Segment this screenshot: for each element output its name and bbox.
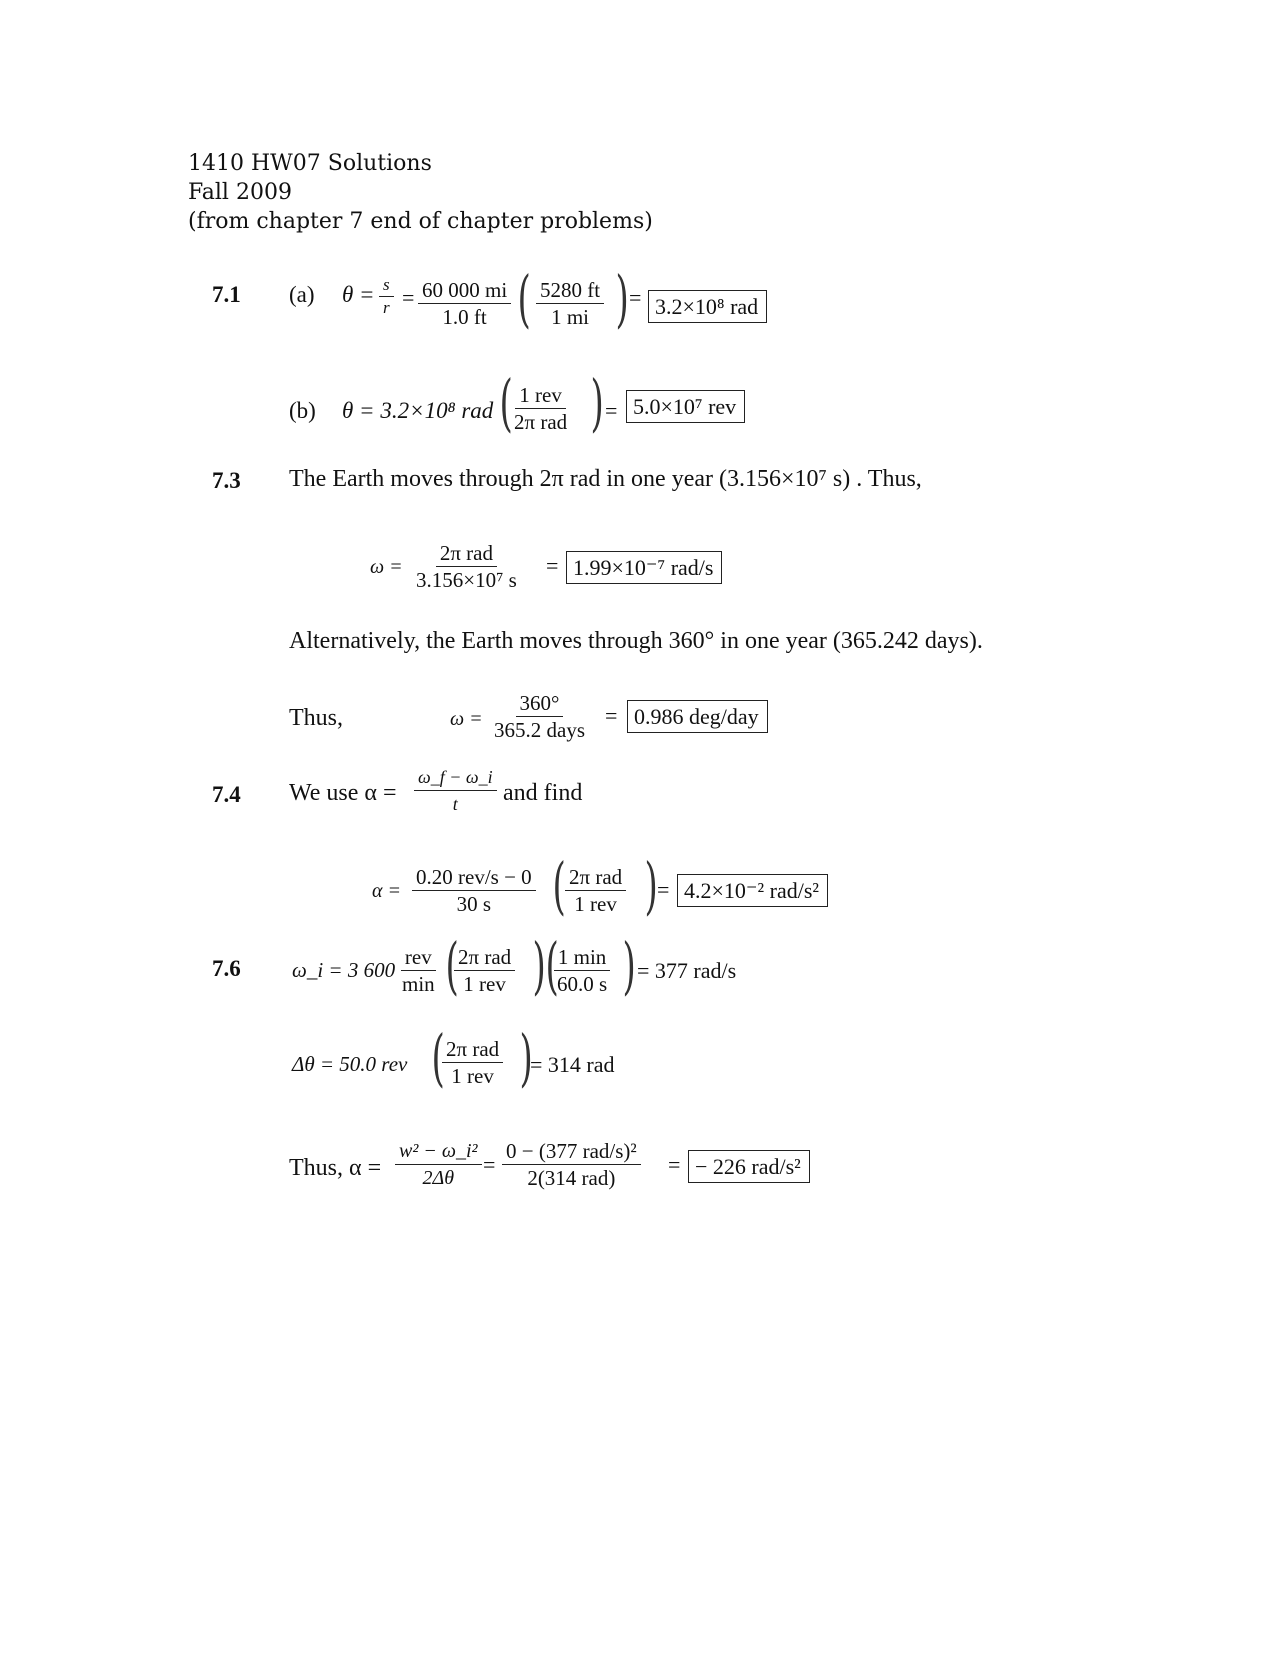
fraction-numerator: 0.20 rev/s − 0	[412, 864, 536, 891]
fraction-distance	[418, 277, 511, 330]
omega-i-lhs: ω_i = 3 600	[292, 958, 396, 982]
fraction-numerator: 2π rad	[565, 864, 626, 891]
open-paren: (	[445, 929, 459, 1002]
problem-number-7-4: 7.4	[212, 782, 241, 807]
fraction-numerator: 360°	[516, 690, 564, 717]
fraction-rev-per-min	[398, 944, 439, 997]
equals-sign: =	[605, 703, 618, 728]
omega-lhs: ω =	[450, 708, 483, 730]
delta-theta-result: = 314 rad	[530, 1052, 615, 1077]
open-paren: (	[499, 366, 513, 439]
open-paren: (	[517, 262, 531, 335]
fraction-denominator: 30 s	[456, 892, 492, 916]
fraction-min-per-sec	[553, 944, 611, 997]
close-paren: )	[622, 929, 636, 1002]
fraction-numerator: 2π rad	[442, 1036, 503, 1063]
open-paren: (	[552, 849, 566, 922]
answer-box-7-1b: 5.0×10⁷ rev	[626, 390, 745, 423]
fraction-rev-per-rad	[510, 382, 571, 435]
thus-alpha: Thus, α =	[289, 1155, 382, 1181]
equals-sign: =	[668, 1152, 681, 1177]
problem-number-7-6: 7.6	[212, 956, 241, 981]
answer-box-7-1a: 3.2×10⁸ rad	[648, 290, 767, 323]
fraction-numerator: 1 rev	[515, 382, 566, 409]
fraction-denominator: 1 mi	[551, 305, 589, 329]
fraction-denominator: 2π rad	[514, 410, 568, 434]
fraction-numerator: 5280 ft	[536, 277, 604, 304]
open-paren: (	[545, 929, 559, 1002]
and-find: and find	[503, 780, 583, 806]
fraction-alpha-numeric	[502, 1138, 641, 1191]
part-b-label: (b)	[289, 398, 316, 423]
delta-theta-lhs: Δθ = 50.0 rev	[292, 1052, 408, 1076]
fraction-denominator: 3.156×10⁷ s	[416, 568, 517, 592]
equals-sign: =	[546, 553, 559, 578]
s-numerator: s	[379, 274, 394, 297]
equals-sign: =	[402, 285, 415, 310]
fraction-denominator: 365.2 days	[494, 718, 585, 742]
fraction-denominator: 1 rev	[574, 892, 617, 916]
problem-number-7-1: 7.1	[212, 282, 241, 307]
problem-7-3-alternative: Alternatively, the Earth moves through 360° in one year (365.242 days).	[289, 628, 983, 654]
fraction-rad-per-rev	[565, 864, 626, 917]
answer-box-7-3b: 0.986 deg/day	[627, 700, 768, 733]
answer-box-7-4: 4.2×10⁻² rad/s²	[677, 874, 828, 907]
fraction-alpha	[412, 864, 536, 917]
open-paren: (	[431, 1021, 445, 1094]
we-use-alpha: We use α =	[289, 780, 397, 806]
r-denominator: r	[383, 298, 390, 317]
fraction-numerator: rev	[401, 944, 436, 971]
fraction-numerator: 60 000 mi	[418, 277, 511, 304]
close-paren: )	[519, 1021, 533, 1094]
fraction-denominator: 2Δθ	[422, 1167, 455, 1189]
omega-i-result: = 377 rad/s	[637, 958, 737, 983]
fraction-denominator: 1.0 ft	[442, 305, 487, 329]
fraction-numerator: 0 − (377 rad/s)²	[502, 1138, 641, 1165]
fraction-numerator: 1 min	[554, 944, 610, 971]
problem-7-3-intro: The Earth moves through 2π rad in one year (3.156×10⁷ s) . Thus,	[289, 466, 922, 492]
answer-box-7-6: − 226 rad/s²	[688, 1150, 810, 1183]
fraction-omega-year	[412, 540, 521, 593]
fraction-rad-per-rev	[454, 944, 515, 997]
equals-sign: =	[483, 1152, 496, 1177]
omega-lhs: ω =	[370, 556, 403, 578]
problem-number-7-3: 7.3	[212, 468, 241, 493]
doc-term: Fall 2009	[188, 180, 292, 205]
theta-lhs-b: θ = 3.2×10⁸ rad	[342, 398, 494, 423]
close-paren: )	[532, 929, 546, 1002]
fraction-denominator: 1 rev	[451, 1064, 494, 1088]
equals-sign: =	[657, 877, 670, 902]
fraction-omega-days	[490, 690, 589, 743]
close-paren: )	[644, 849, 658, 922]
close-paren: )	[615, 262, 629, 335]
doc-title: 1410 HW07 Solutions	[188, 151, 432, 176]
equals-sign: =	[629, 285, 642, 310]
part-a-label: (a)	[289, 282, 315, 307]
fraction-denominator: 60.0 s	[557, 972, 608, 996]
fraction-denominator: 2(314 rad)	[527, 1166, 616, 1190]
fraction-denominator: 1 rev	[463, 972, 506, 996]
fraction-denominator: t	[452, 794, 458, 814]
answer-box-7-3a: 1.99×10⁻⁷ rad/s	[566, 551, 722, 584]
thus-label: Thus,	[289, 705, 343, 731]
fraction-numerator: 2π rad	[436, 540, 497, 567]
fraction-alpha-kinematic	[395, 1138, 482, 1191]
fraction-conversion	[536, 277, 604, 330]
fraction-alpha-definition	[414, 764, 497, 817]
fraction-numerator: ω_f − ω_i	[414, 764, 497, 791]
fraction-denominator: min	[402, 972, 435, 996]
close-paren: )	[590, 366, 604, 439]
equals-sign: =	[605, 398, 618, 423]
s-over-r-fraction	[379, 274, 394, 319]
fraction-numerator: w² − ω_i²	[395, 1138, 482, 1165]
doc-subtitle: (from chapter 7 end of chapter problems)	[188, 209, 653, 234]
theta-lhs-a: θ =	[342, 282, 375, 307]
fraction-numerator: 2π rad	[454, 944, 515, 971]
fraction-rad-per-rev	[442, 1036, 503, 1089]
alpha-lhs: α =	[372, 880, 401, 902]
